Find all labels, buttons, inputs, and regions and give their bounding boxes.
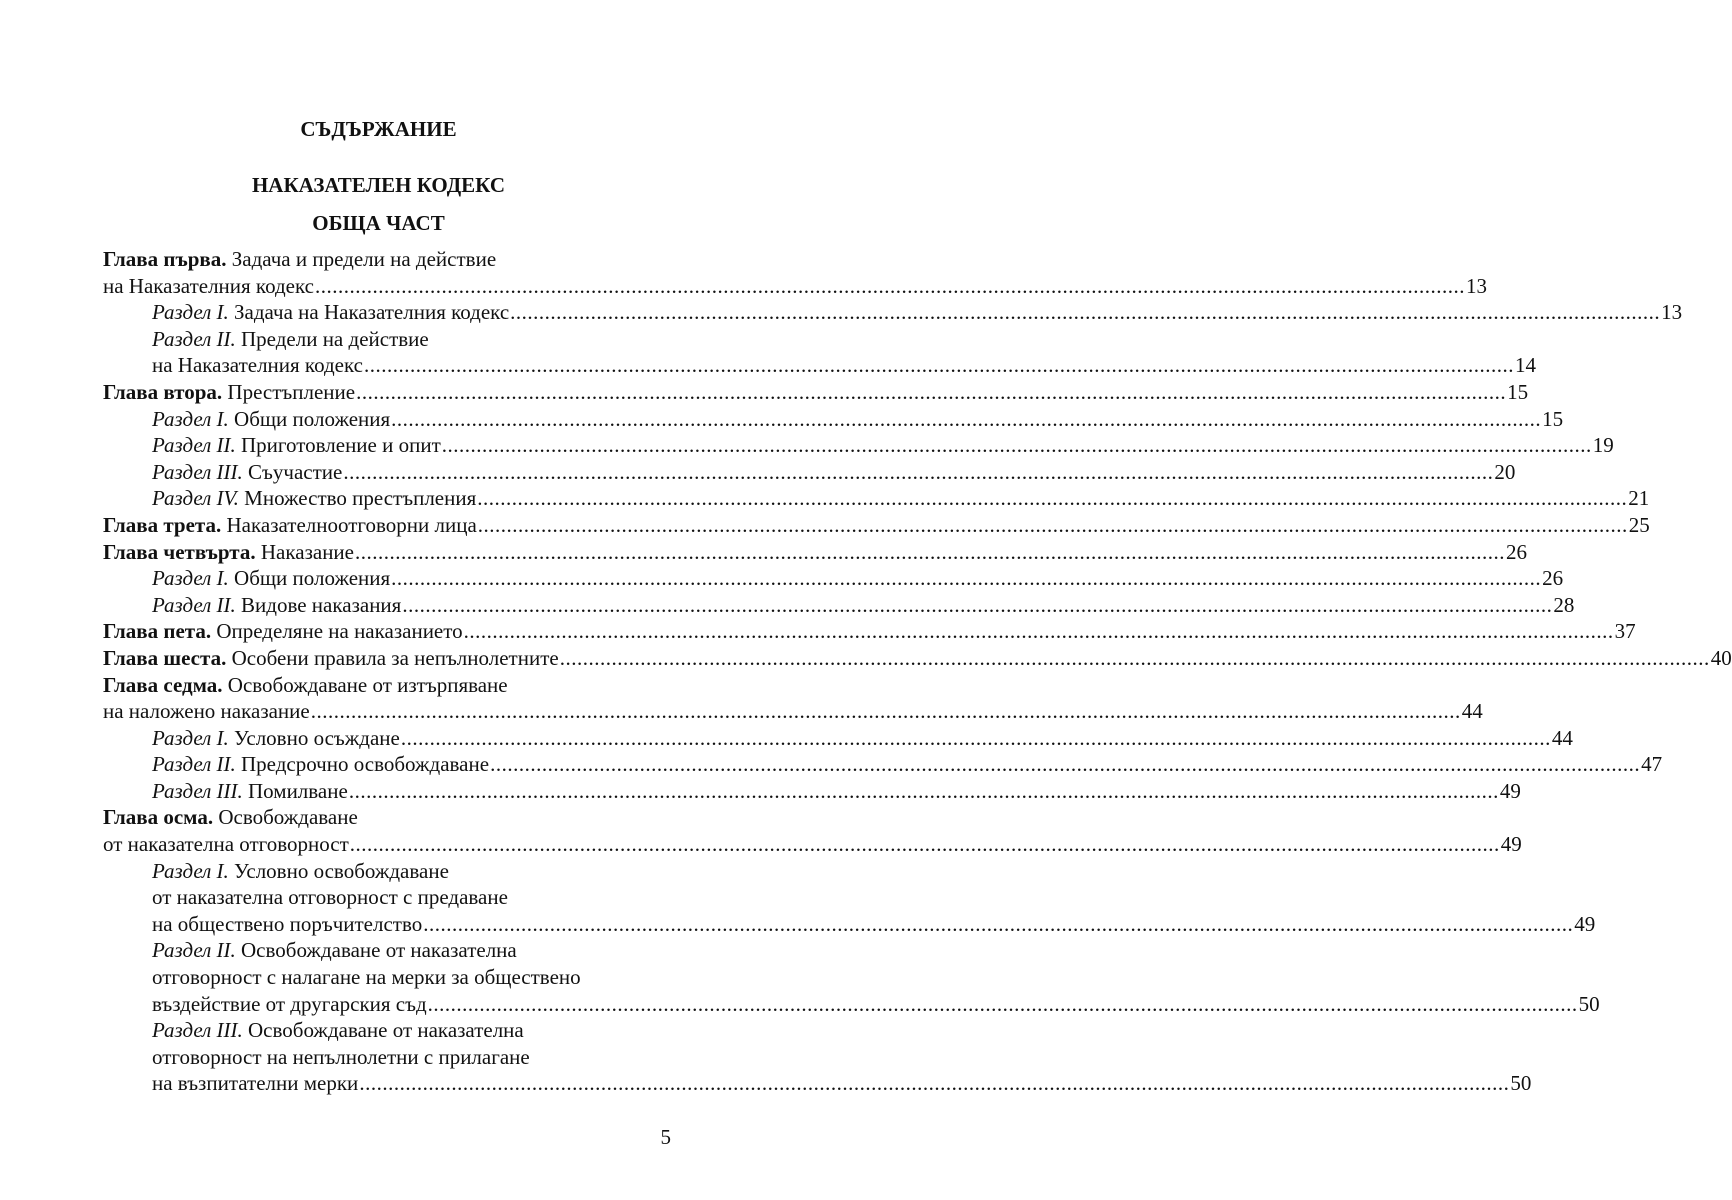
toc-entry-text: отговорност с налагане на мерки за обществено: [152, 965, 581, 990]
toc-section-line: [0, 884, 757, 911]
dot-leader: ........................................................................................................................................................................................................: [510, 300, 1661, 325]
page-number: 5: [660, 1125, 671, 1149]
toc-chapter-line: [0, 512, 1650, 539]
toc-section-line: [0, 1044, 757, 1071]
dot-leader: ........................................................................................................................................................................................................: [559, 645, 1710, 670]
toc-page-number: 50: [1510, 1071, 1532, 1096]
toc-entry-text: на Наказателния кодекс: [152, 353, 363, 378]
toc-chapter-line: [0, 246, 757, 273]
toc-entry-text: Определяне на наказанието: [216, 619, 463, 644]
toc-page-number: 13: [1661, 300, 1683, 325]
toc-entry-text: Наказателноотговорни лица: [226, 512, 477, 537]
toc-page-number: 15: [1507, 379, 1529, 404]
toc-page-number: 15: [1542, 406, 1564, 431]
dot-leader: ........................................................................................................................................................................................................: [391, 406, 1542, 431]
toc-entry-text: Приготовление и опит: [241, 433, 441, 458]
section-label: Раздел II.: [152, 433, 236, 458]
toc-page-number: 21: [1628, 486, 1650, 511]
section-label: Раздел IV.: [152, 486, 239, 511]
toc-section-line: [0, 299, 1683, 326]
toc-section-line: [0, 751, 1663, 778]
section-label: Раздел I.: [152, 300, 229, 325]
toc-section-line: [0, 964, 757, 991]
toc-entry-text: на обществено поръчителство: [152, 911, 423, 936]
toc-section-line: [0, 937, 757, 964]
toc-section-line: [0, 406, 1564, 433]
toc-page-number: 26: [1506, 539, 1527, 564]
toc-page-number: 37: [1614, 619, 1636, 644]
toc-entry-text: Множество престъпления: [244, 486, 477, 511]
section-label: Раздел III.: [152, 459, 243, 484]
toc-section-line: [0, 778, 1521, 805]
toc-page-number: 49: [1499, 778, 1521, 803]
chapter-label: Глава трета.: [103, 512, 222, 537]
dot-leader: ........................................................................................................................................................................................................: [427, 991, 1578, 1016]
toc-section-line: [0, 858, 757, 885]
toc-entry-text: Условно освобождаване: [234, 858, 449, 883]
toc-entry-text: Предсрочно освобождаване: [241, 752, 490, 777]
toc-chapter-line: [0, 618, 1636, 645]
toc-page-number: 50: [1578, 991, 1600, 1016]
toc-page-number: 44: [1551, 725, 1573, 750]
section-label: Раздел II.: [152, 592, 236, 617]
toc-entry-text: Престъпление: [227, 379, 356, 404]
toc-chapter-line: [0, 672, 757, 699]
toc-entry-text: отговорност на непълнолетни с прилагане: [152, 1044, 530, 1069]
toc-chapter-line: [0, 379, 1529, 406]
toc-entry-text: Освобождаване: [218, 805, 358, 830]
toc-entry-text: на възпитателни мерки: [152, 1071, 359, 1096]
dot-leader: ........................................................................................................................................................................................................: [402, 592, 1553, 617]
part-title: ОБЩА ЧАСТ: [312, 211, 445, 235]
toc-entry-text: Наказание: [260, 539, 354, 564]
dot-leader: ........................................................................................................................................................................................................: [463, 619, 1614, 644]
chapter-label: Глава втора.: [103, 379, 223, 404]
toc-section-line: [0, 725, 1573, 752]
chapter-label: Глава първа.: [103, 247, 227, 271]
dot-leader: ........................................................................................................................................................................................................: [400, 725, 1551, 750]
chapter-label: Глава пета.: [103, 619, 212, 644]
dot-leader: ........................................................................................................................................................................................................: [441, 433, 1592, 458]
table-of-contents: [0, 246, 1732, 1097]
toc-entry-text: Предели на действие: [241, 326, 429, 351]
toc-entry-text: Освобождаване от изтърпяване: [227, 672, 508, 697]
chapter-label: Глава осма.: [103, 805, 214, 830]
code-title: НАКАЗАТЕЛЕН КОДЕКС: [251, 173, 506, 197]
toc-section-line: [0, 432, 1614, 459]
dot-leader: ........................................................................................................................................................................................................: [359, 1071, 1510, 1096]
section-label: Раздел III.: [152, 778, 243, 803]
toc-section-line: [0, 326, 757, 353]
toc-chapter-line: [0, 804, 757, 831]
toc-page-number: 26: [1542, 566, 1564, 591]
toc-entry-text: въздействие от другарския съд: [152, 991, 427, 1016]
toc-entry-text: от наказателна отговорност с предаване: [152, 885, 508, 910]
toc-entry-text: Условно осъждане: [234, 725, 400, 750]
toc-chapter-line: [0, 539, 1527, 566]
toc-page-number: 20: [1494, 459, 1516, 484]
toc-section-line: [0, 1017, 757, 1044]
toc-chapter-line: [0, 698, 1483, 725]
dot-leader: ........................................................................................................................................................................................................: [356, 379, 1507, 404]
toc-entry-text: Освобождаване от наказателна: [241, 938, 517, 963]
dot-leader: ........................................................................................................................................................................................................: [391, 566, 1542, 591]
toc-entry-text: Общи положения: [234, 406, 391, 431]
toc-page-number: 14: [1514, 353, 1536, 378]
section-label: Раздел I.: [152, 566, 229, 591]
toc-page-number: 49: [1500, 832, 1522, 857]
dot-leader: ........................................................................................................................................................................................................: [314, 273, 1465, 298]
toc-chapter-line: [0, 645, 1732, 672]
dot-leader: ........................................................................................................................................................................................................: [355, 539, 1505, 564]
toc-section-line: [0, 352, 1536, 379]
toc-entry-text: Видове наказания: [241, 592, 402, 617]
toc-page-number: 44: [1461, 699, 1483, 724]
toc-chapter-line: [0, 831, 1522, 858]
toc-entry-text: Освобождаване от наказателна: [248, 1018, 524, 1043]
toc-page-number: 28: [1553, 592, 1575, 617]
toc-section-line: [0, 911, 1596, 938]
dot-leader: ........................................................................................................................................................................................................: [349, 832, 1500, 857]
toc-section-line: [0, 592, 1575, 619]
toc-page-number: 40: [1710, 645, 1732, 670]
section-label: Раздел II.: [152, 938, 236, 963]
section-label: Раздел III.: [152, 1018, 243, 1043]
toc-section-line: [0, 459, 1516, 486]
toc-entry-text: Помилване: [248, 778, 348, 803]
toc-section-line: [0, 565, 1564, 592]
chapter-label: Глава седма.: [103, 672, 223, 697]
section-label: Раздел II.: [152, 752, 236, 777]
dot-leader: ........................................................................................................................................................................................................: [348, 778, 1499, 803]
contents-heading: СЪДЪРЖАНИЕ: [300, 117, 457, 141]
dot-leader: ........................................................................................................................................................................................................: [343, 459, 1494, 484]
dot-leader: ........................................................................................................................................................................................................: [477, 486, 1628, 511]
dot-leader: ........................................................................................................................................................................................................: [477, 512, 1628, 537]
toc-section-line: [0, 991, 1600, 1018]
toc-page-number: 49: [1574, 911, 1596, 936]
toc-page-number: 25: [1628, 512, 1650, 537]
toc-entry-text: от наказателна отговорност: [103, 832, 349, 857]
section-label: Раздел I.: [152, 406, 229, 431]
section-label: Раздел I.: [152, 858, 229, 883]
toc-section-line: [0, 1070, 1532, 1097]
toc-entry-text: Особени правила за непълнолетните: [231, 645, 559, 670]
dot-leader: ........................................................................................................................................................................................................: [363, 353, 1514, 378]
toc-entry-text: Общи положения: [234, 566, 391, 591]
toc-entry-text: на наложено наказание: [103, 699, 310, 724]
toc-entry-text: на Наказателния кодекс: [103, 273, 314, 298]
toc-entry-text: Задача и предели на действие: [231, 247, 497, 271]
toc-page-number: 13: [1465, 273, 1487, 298]
toc-entry-text: Задача на Наказателния кодекс: [234, 300, 510, 325]
toc-entry-text: Съучастие: [248, 459, 343, 484]
dot-leader: ........................................................................................................................................................................................................: [490, 752, 1641, 777]
toc-page-number: 19: [1592, 433, 1614, 458]
toc-chapter-line: [0, 273, 1487, 300]
toc-section-line: [0, 485, 1650, 512]
dot-leader: ........................................................................................................................................................................................................: [310, 699, 1461, 724]
chapter-label: Глава шеста.: [103, 645, 227, 670]
section-label: Раздел II.: [152, 326, 236, 351]
section-label: Раздел I.: [152, 725, 229, 750]
chapter-label: Глава четвърта.: [103, 539, 256, 564]
toc-page-number: 47: [1641, 752, 1663, 777]
dot-leader: ........................................................................................................................................................................................................: [423, 911, 1574, 936]
